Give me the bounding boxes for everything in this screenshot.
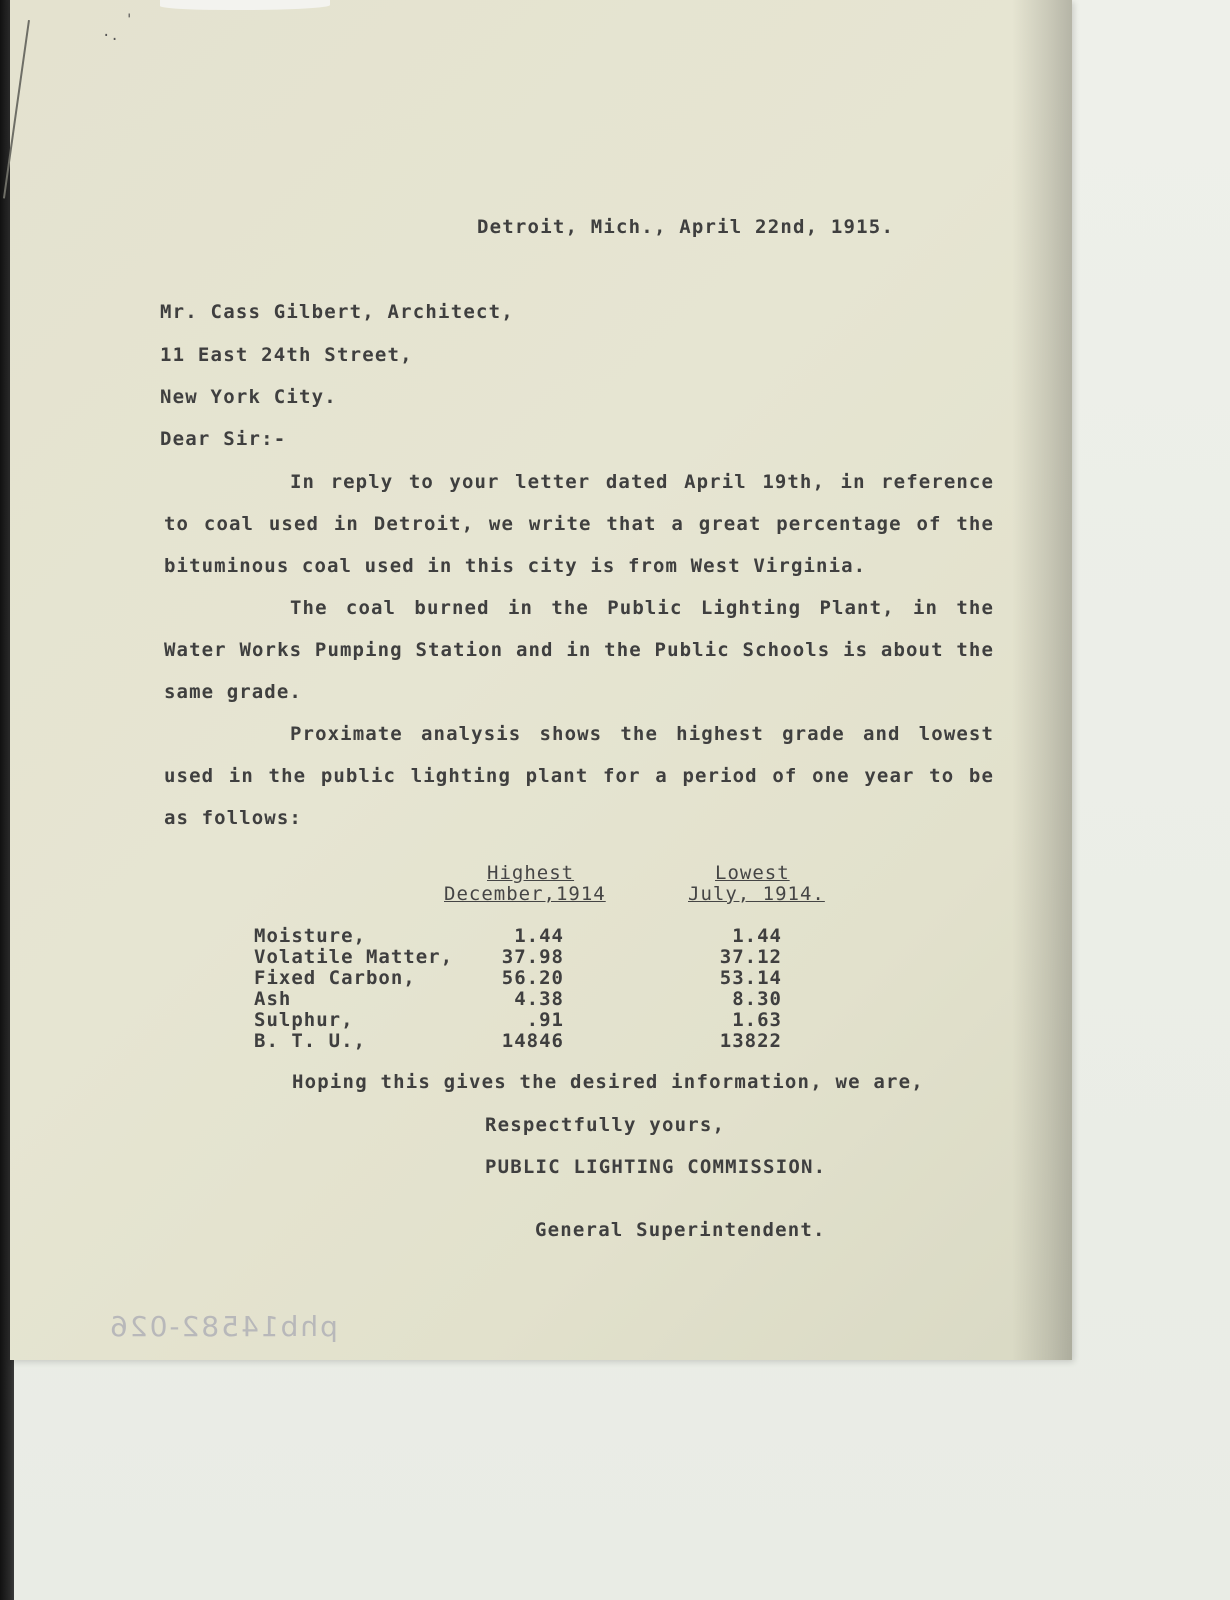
highest-value: 14846 bbox=[501, 1030, 564, 1052]
paragraph-same-grade bbox=[164, 587, 994, 713]
closing-line: Hoping this gives the desired information, we are, bbox=[292, 1071, 924, 1093]
row-label: Fixed Carbon, bbox=[254, 967, 416, 989]
paragraph-text: The coal burned in the Public Lighting Plant, in the Water Works Pumping Station and in the Public Schools is about the same grade. bbox=[164, 597, 994, 703]
paragraph-coal-origin bbox=[164, 461, 994, 587]
highest-value: .91 bbox=[526, 1009, 564, 1031]
column-subheader-lowest: July, 1914. bbox=[688, 883, 825, 905]
table-row bbox=[254, 1009, 814, 1030]
highest-value: 1.44 bbox=[514, 925, 564, 947]
column-header-lowest: Lowest bbox=[715, 862, 790, 884]
highest-value: 4.38 bbox=[514, 988, 564, 1010]
paragraph-text: Proximate analysis shows the highest grade and lowest used in the public lighting plant for a period of one year to be as follows: bbox=[164, 723, 994, 829]
lowest-value: 1.63 bbox=[732, 1009, 782, 1031]
row-label: Moisture, bbox=[254, 925, 366, 947]
ink-speck: ' bbox=[125, 12, 134, 28]
complimentary-close: Respectfully yours, bbox=[485, 1114, 726, 1136]
table-row bbox=[254, 946, 814, 967]
salutation: Dear Sir:- bbox=[160, 428, 287, 450]
table-row bbox=[254, 1030, 814, 1051]
signer-title: General Superintendent. bbox=[535, 1219, 826, 1241]
addressee-street: 11 East 24th Street, bbox=[160, 344, 413, 366]
lowest-value: 37.12 bbox=[719, 946, 782, 968]
addressee-city: New York City. bbox=[160, 386, 337, 408]
lowest-value: 13822 bbox=[719, 1030, 782, 1052]
row-label: Ash bbox=[254, 988, 292, 1010]
dateline: Detroit, Mich., April 22nd, 1915. bbox=[477, 216, 895, 238]
archive-stamp: phb14582-026 bbox=[108, 1310, 338, 1343]
highest-value: 56.20 bbox=[501, 967, 564, 989]
table-row bbox=[254, 988, 814, 1009]
addressee-name: Mr. Cass Gilbert, Architect, bbox=[160, 301, 514, 323]
row-label: Volatile Matter, bbox=[254, 946, 454, 968]
organization-name: PUBLIC LIGHTING COMMISSION. bbox=[485, 1156, 827, 1178]
row-label: Sulphur, bbox=[254, 1009, 354, 1031]
table-row bbox=[254, 967, 814, 988]
lowest-value: 53.14 bbox=[719, 967, 782, 989]
paragraph-analysis-intro bbox=[164, 713, 994, 839]
column-subheader-highest: December,1914 bbox=[444, 883, 606, 905]
column-header-highest: Highest bbox=[487, 862, 575, 884]
torn-edge bbox=[160, 0, 330, 10]
table-row bbox=[254, 925, 814, 946]
row-label: B. T. U., bbox=[254, 1030, 366, 1052]
lowest-value: 8.30 bbox=[732, 988, 782, 1010]
paragraph-text: In reply to your letter dated April 19th, in reference to coal used in Detroit, we write that a great percentage of the bituminous coal used in this city is from West Virginia. bbox=[164, 471, 994, 577]
lowest-value: 1.44 bbox=[732, 925, 782, 947]
ink-speck: ·. bbox=[102, 28, 119, 44]
highest-value: 37.98 bbox=[501, 946, 564, 968]
